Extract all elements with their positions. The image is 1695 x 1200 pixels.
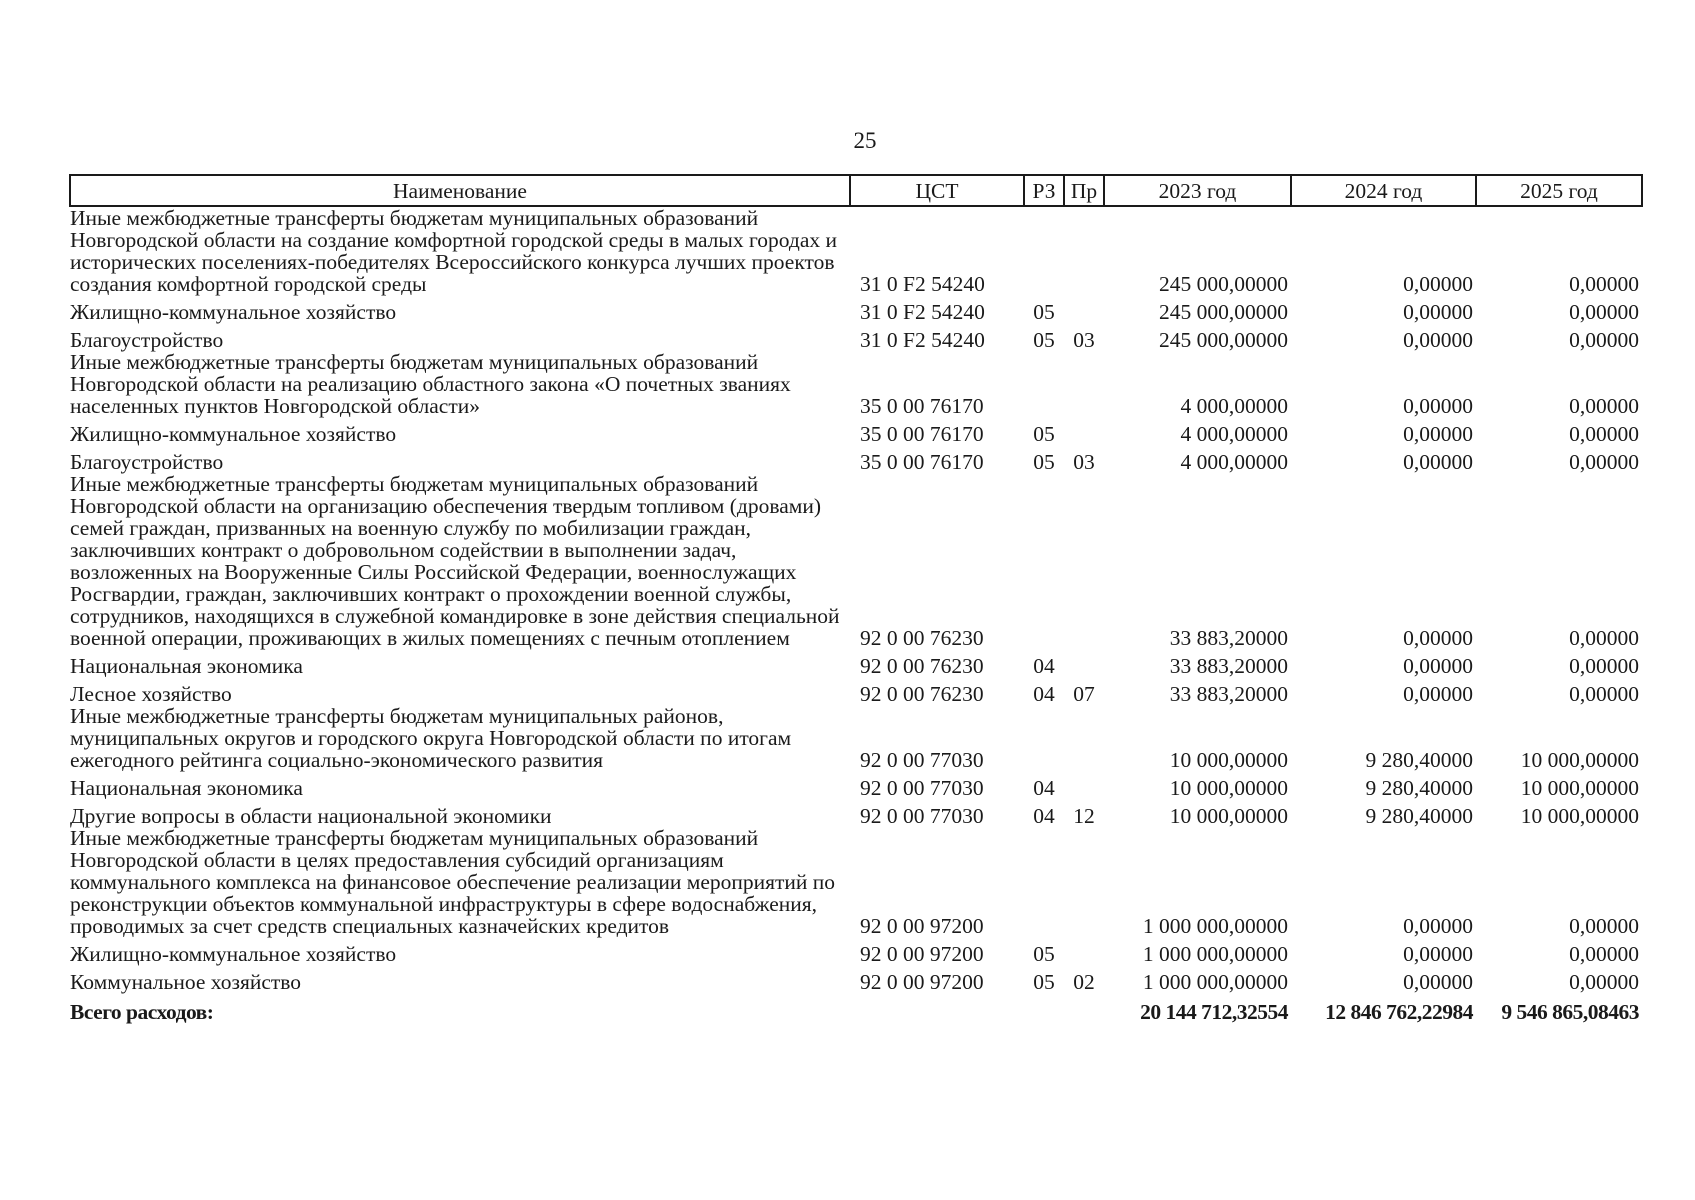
row-2024: 0,00000 — [1403, 272, 1473, 296]
row-pr: 03 — [1073, 328, 1095, 352]
row-2023: 33 883,20000 — [1169, 682, 1288, 706]
table-row — [70, 206, 1642, 295]
row-2023: 4 000,00000 — [1180, 422, 1288, 446]
row-2025: 10 000,00000 — [1520, 776, 1639, 800]
row-cst: 31 0 F2 54240 — [860, 272, 985, 296]
row-pr: 02 — [1073, 970, 1095, 994]
row-2023: 1 000 000,00000 — [1142, 942, 1288, 966]
row-rz — [1024, 827, 1064, 937]
total-label: Всего расходов: — [70, 1000, 214, 1024]
header-2023: 2023 год — [1104, 175, 1291, 206]
row-2023: 1 000 000,00000 — [1142, 970, 1288, 994]
row-pr — [1064, 771, 1104, 799]
row-cst: 92 0 00 77030 — [860, 748, 984, 772]
row-2023: 4 000,00000 — [1180, 394, 1288, 418]
row-2025: 0,00000 — [1569, 422, 1639, 446]
row-rz: 05 — [1033, 328, 1055, 352]
table-row — [70, 473, 1642, 649]
row-cst: 35 0 00 76170 — [860, 450, 984, 474]
row-pr — [1064, 417, 1104, 445]
row-rz: 04 — [1033, 682, 1055, 706]
row-name: Иные межбюджетные трансферты бюджетам муниципальных образований Новгородской области в целях предоставления субсидий организациям коммунального комплекса на финансовое обеспечение реализации мероприятий по реконструкции объектов коммунальной инфраструктуры в сфере водоснабжения, проводимых за счет средств специальных казначейских кредитов — [70, 826, 836, 938]
row-rz: 05 — [1033, 300, 1055, 324]
row-2025: 0,00000 — [1569, 654, 1639, 678]
budget-table — [69, 174, 1643, 1023]
table-row — [70, 351, 1642, 417]
row-rz: 05 — [1033, 942, 1055, 966]
table-header — [70, 175, 1642, 206]
table-row — [70, 965, 1642, 993]
header-rz: РЗ — [1024, 175, 1064, 206]
row-rz: 05 — [1033, 450, 1055, 474]
row-cst: 31 0 F2 54240 — [860, 328, 985, 352]
row-rz: 04 — [1033, 804, 1055, 828]
row-2025: 0,00000 — [1569, 942, 1639, 966]
row-pr — [1064, 206, 1104, 295]
row-2025: 0,00000 — [1569, 626, 1639, 650]
row-2024: 9 280,40000 — [1365, 804, 1473, 828]
header-pr: Пр — [1064, 175, 1104, 206]
row-rz: 04 — [1033, 654, 1055, 678]
row-rz — [1024, 705, 1064, 771]
row-2024: 0,00000 — [1403, 654, 1473, 678]
row-2023: 10 000,00000 — [1169, 748, 1288, 772]
row-cst: 35 0 00 76170 — [860, 394, 984, 418]
row-cst: 31 0 F2 54240 — [860, 300, 985, 324]
row-name: Национальная экономика — [70, 654, 303, 678]
table-row — [70, 827, 1642, 937]
row-cst: 92 0 00 77030 — [860, 776, 984, 800]
table-row — [70, 705, 1642, 771]
row-name: Благоустройство — [70, 328, 224, 352]
row-cst: 92 0 00 97200 — [860, 914, 984, 938]
row-name: Коммунальное хозяйство — [70, 970, 302, 994]
row-2023: 1 000 000,00000 — [1142, 914, 1288, 938]
row-rz — [1024, 473, 1064, 649]
total-pr-cell — [1064, 993, 1104, 1023]
row-pr — [1064, 705, 1104, 771]
row-2023: 33 883,20000 — [1169, 626, 1288, 650]
row-2025: 0,00000 — [1569, 394, 1639, 418]
row-name: Благоустройство — [70, 450, 224, 474]
row-2025: 0,00000 — [1569, 272, 1639, 296]
header-name: Наименование — [70, 175, 850, 206]
row-pr — [1064, 473, 1104, 649]
row-2024: 0,00000 — [1403, 328, 1473, 352]
table-row — [70, 771, 1642, 799]
row-name: Иные межбюджетные трансферты бюджетам муниципальных районов, муниципальных округов и городского округа Новгородской области по итогам ежегодного рейтинга социально-экономического развития — [70, 704, 792, 772]
row-pr: 07 — [1073, 682, 1095, 706]
row-rz — [1024, 206, 1064, 295]
row-cst: 92 0 00 77030 — [860, 804, 984, 828]
table-row — [70, 295, 1642, 323]
row-2023: 245 000,00000 — [1159, 272, 1288, 296]
row-2025: 0,00000 — [1569, 450, 1639, 474]
row-2024: 0,00000 — [1403, 300, 1473, 324]
row-pr — [1064, 937, 1104, 965]
row-2024: 9 280,40000 — [1365, 748, 1473, 772]
row-2024: 0,00000 — [1403, 682, 1473, 706]
row-2023: 245 000,00000 — [1159, 328, 1288, 352]
row-2025: 0,00000 — [1569, 914, 1639, 938]
total-2024: 12 846 762,22984 — [1325, 1000, 1473, 1024]
row-cst: 92 0 00 97200 — [860, 942, 984, 966]
table-row — [70, 649, 1642, 677]
row-name: Национальная экономика — [70, 776, 303, 800]
row-pr: 12 — [1073, 804, 1095, 828]
row-name: Иные межбюджетные трансферты бюджетам муниципальных образований Новгородской области на организацию обеспечения твердым топливом (дровами) семей граждан, призванных на военную службу по мобилизации граждан, заключивших контракт о добровольном содействии в выполнении задач, возложенных на Вооруженные Силы Российской Федерации, военнослужащих Росгвардии, граждан, заключивших контракт о прохождении военной службы, сотрудников, находящихся в служебной командировке в зоне действия специальной военной операции, проживающих в жилых помещениях с печным отоплением — [70, 472, 840, 650]
row-pr: 03 — [1073, 450, 1095, 474]
table-row — [70, 323, 1642, 351]
row-2025: 0,00000 — [1569, 328, 1639, 352]
row-2024: 0,00000 — [1403, 394, 1473, 418]
row-cst: 35 0 00 76170 — [860, 422, 984, 446]
row-rz — [1024, 351, 1064, 417]
total-row — [70, 993, 1642, 1023]
total-2025: 9 546 865,08463 — [1501, 1000, 1639, 1024]
row-2025: 0,00000 — [1569, 300, 1639, 324]
table-body — [70, 206, 1642, 1023]
row-pr — [1064, 649, 1104, 677]
row-2024: 0,00000 — [1403, 914, 1473, 938]
row-name: Другие вопросы в области национальной экономики — [70, 804, 552, 828]
row-2025: 10 000,00000 — [1520, 748, 1639, 772]
row-name: Жилищно-коммунальное хозяйство — [70, 942, 397, 966]
row-2025: 10 000,00000 — [1520, 804, 1639, 828]
row-pr — [1064, 351, 1104, 417]
row-cst: 92 0 00 76230 — [860, 654, 984, 678]
row-name: Жилищно-коммунальное хозяйство — [70, 300, 397, 324]
row-2023: 10 000,00000 — [1169, 776, 1288, 800]
row-name: Жилищно-коммунальное хозяйство — [70, 422, 397, 446]
row-2025: 0,00000 — [1569, 682, 1639, 706]
row-rz: 05 — [1033, 422, 1055, 446]
row-2023: 10 000,00000 — [1169, 804, 1288, 828]
row-2025: 0,00000 — [1569, 970, 1639, 994]
total-2023: 20 144 712,32554 — [1140, 1000, 1288, 1024]
row-name: Лесное хозяйство — [70, 682, 232, 706]
row-2024: 0,00000 — [1403, 450, 1473, 474]
row-2024: 0,00000 — [1403, 626, 1473, 650]
row-2024: 0,00000 — [1403, 970, 1473, 994]
row-2023: 33 883,20000 — [1169, 654, 1288, 678]
row-rz: 04 — [1033, 776, 1055, 800]
table-row — [70, 417, 1642, 445]
row-2024: 0,00000 — [1403, 942, 1473, 966]
total-rz-cell — [1024, 993, 1064, 1023]
row-name: Иные межбюджетные трансферты бюджетам муниципальных образований Новгородской области на создание комфортной городской среды в малых городах и исторических поселениях-победителях Всероссийского конкурса лучших проектов создания комфортной городской среды — [70, 206, 837, 296]
table-row — [70, 445, 1642, 473]
header-2024: 2024 год — [1291, 175, 1476, 206]
row-2023: 245 000,00000 — [1159, 300, 1288, 324]
row-2024: 9 280,40000 — [1365, 776, 1473, 800]
header-cst: ЦСТ — [850, 175, 1024, 206]
row-pr — [1064, 827, 1104, 937]
row-2024: 0,00000 — [1403, 422, 1473, 446]
total-cst-cell — [850, 993, 1024, 1023]
row-rz: 05 — [1033, 970, 1055, 994]
row-name: Иные межбюджетные трансферты бюджетам муниципальных образований Новгородской области на реализацию областного закона «О почетных званиях населенных пунктов Новгородской области» — [70, 350, 791, 418]
header-2025: 2025 год — [1476, 175, 1642, 206]
table-row — [70, 799, 1642, 827]
row-pr — [1064, 295, 1104, 323]
table-row — [70, 937, 1642, 965]
page-number: 25 — [853, 128, 877, 153]
row-cst: 92 0 00 97200 — [860, 970, 984, 994]
table-row — [70, 677, 1642, 705]
row-cst: 92 0 00 76230 — [860, 682, 984, 706]
row-2023: 4 000,00000 — [1180, 450, 1288, 474]
row-cst: 92 0 00 76230 — [860, 626, 984, 650]
